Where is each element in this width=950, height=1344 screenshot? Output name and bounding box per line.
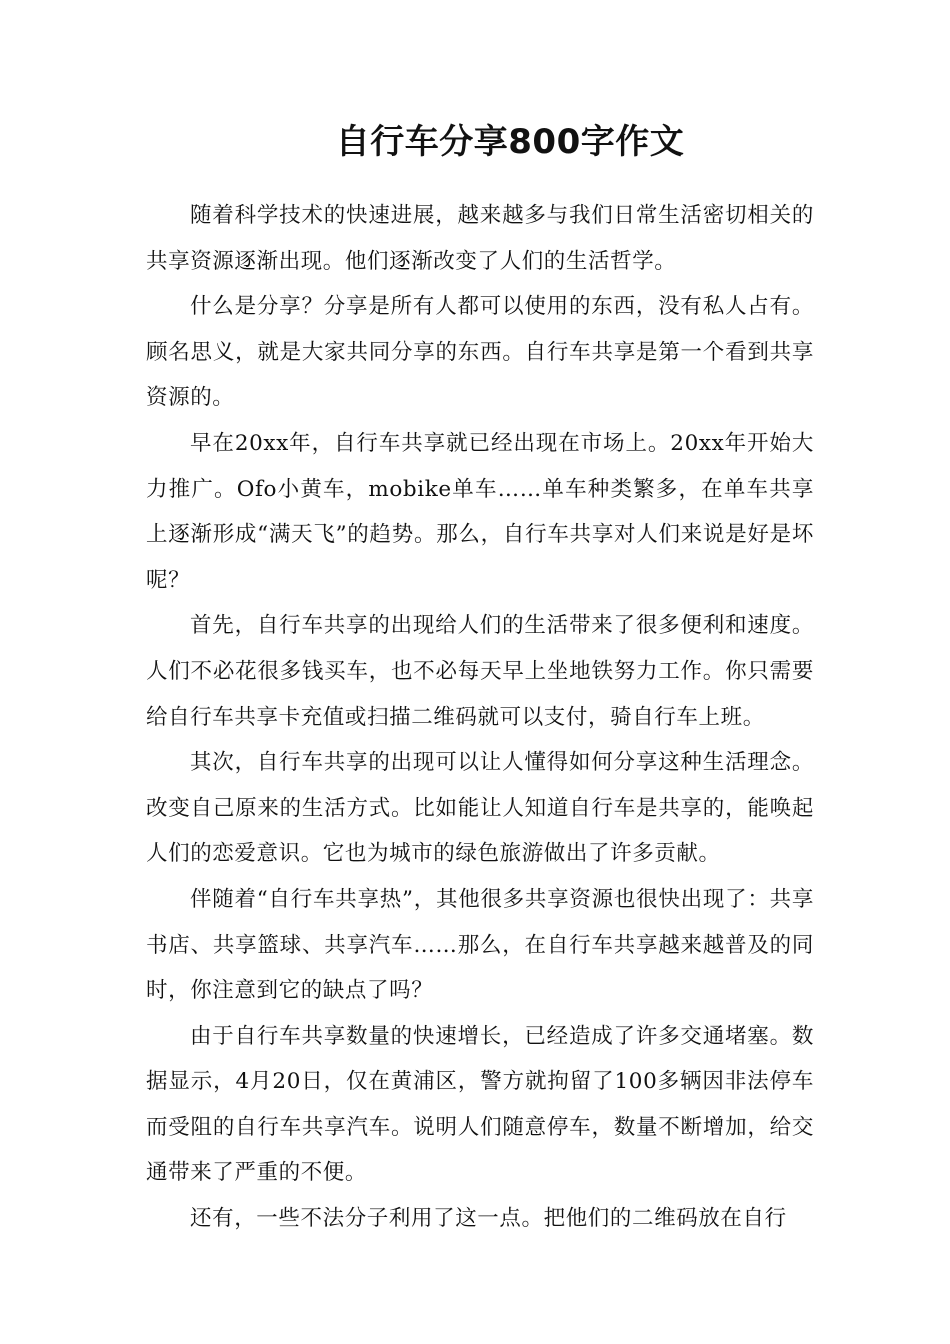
paragraph: 首先，自行车共享的出现给人们的生活带来了很多便利和速度。人们不必花很多钱买车，也不必每天早上坐地铁努力工作。你只需要给自行车共享卡充值或扫描二维码就可以支付，骑自行车上班。	[146, 613, 814, 730]
paragraph: 随着科学技术的快速进展，越来越多与我们日常生活密切相关的共享资源逐渐出现。他们逐渐改变了人们的生活哲学。	[146, 203, 814, 274]
document-title: 自行车分享800字作文	[335, 122, 685, 162]
paragraph: 早在20xx年，自行车共享就已经出现在市场上。20xx年开始大力推广。Ofo小黄车，mobike单车……单车种类繁多，在单车共享上逐渐形成“满天飞”的趋势。那么，自行车共享对人们来说是好是坏呢？	[146, 430, 814, 593]
paragraph: 其次，自行车共享的出现可以让人懂得如何分享这种生活理念。改变自己原来的生活方式。比如能让人知道自行车是共享的，能唤起人们的恋爱意识。它也为城市的绿色旅游做出了许多贡献。	[146, 750, 814, 867]
paragraph: 伴随着“自行车共享热”，其他很多共享资源也很快出现了：共享书店、共享篮球、共享汽车……那么，在自行车共享越来越普及的同时，你注意到它的缺点了吗？	[146, 886, 814, 1004]
paragraph: 还有，一些不法分子利用了这一点。把他们的二维码放在自行	[190, 1206, 787, 1232]
paragraph: 由于自行车共享数量的快速增长，已经造成了许多交通堵塞。数据显示，4月20日，仅在黄浦区，警方就拘留了100多辆因非法停车而受阻的自行车共享汽车。说明人们随意停车，数量不断增加，给交通带来了严重的不便。	[146, 1023, 814, 1186]
document-body	[146, 193, 814, 1242]
paragraph: 什么是分享？分享是所有人都可以使用的东西，没有私人占有。顾名思义，就是大家共同分享的东西。自行车共享是第一个看到共享资源的。	[146, 294, 814, 411]
